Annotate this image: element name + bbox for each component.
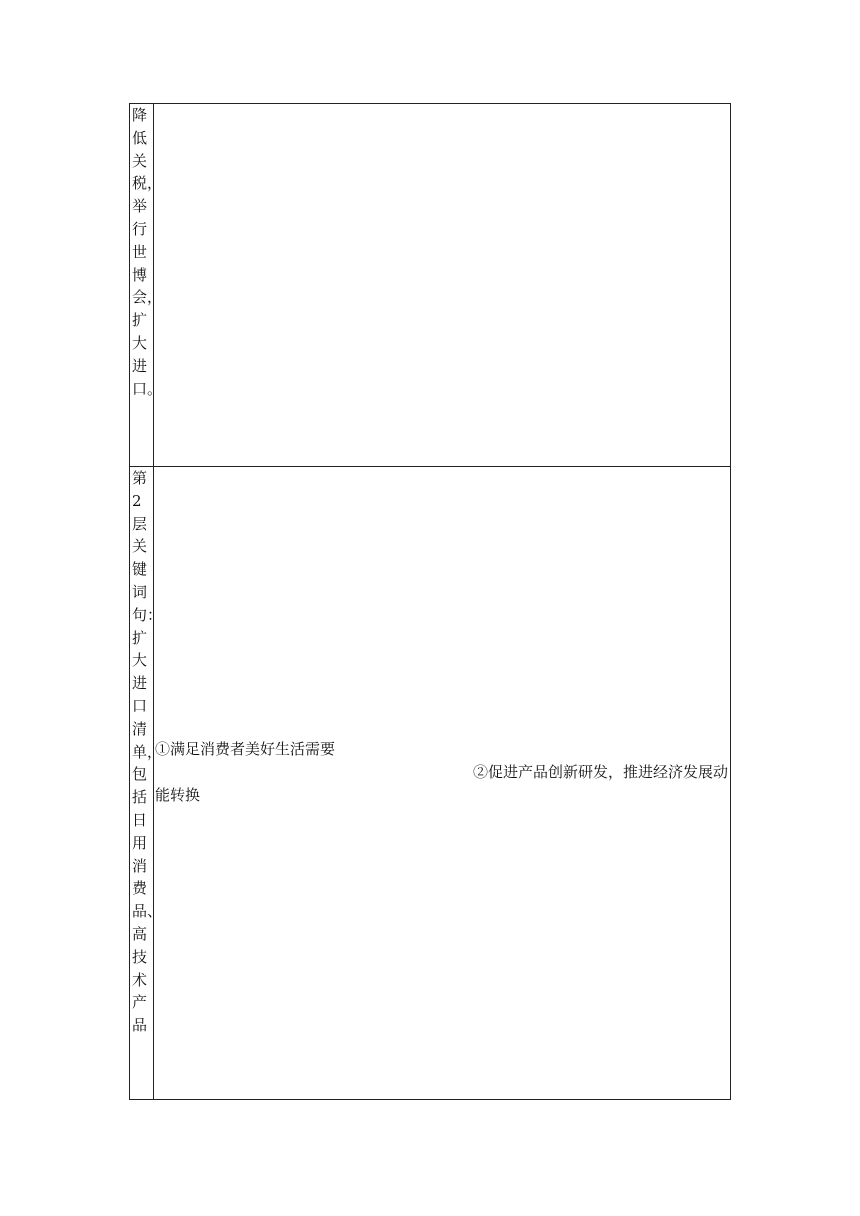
table-row — [130, 466, 730, 1099]
right-cell-content — [154, 467, 730, 1099]
cell-content — [155, 738, 728, 807]
left-cell-vertical-text: 第2层关键词句：扩大进口清单，包括日用消费品、高技术产品 — [130, 467, 154, 1099]
item-1-text: ①满足消费者美好生活需要 — [155, 740, 336, 758]
right-cell-empty — [154, 104, 730, 466]
document-table — [129, 103, 731, 1100]
table-row — [130, 104, 730, 466]
item-2-text: ②促进产品创新研发，推进经济发展动 — [472, 763, 728, 781]
left-cell-vertical-text: 降低关税，举行世博会，扩大进口。 — [130, 104, 154, 466]
item-2-continuation-text: 能转换 — [155, 786, 201, 804]
